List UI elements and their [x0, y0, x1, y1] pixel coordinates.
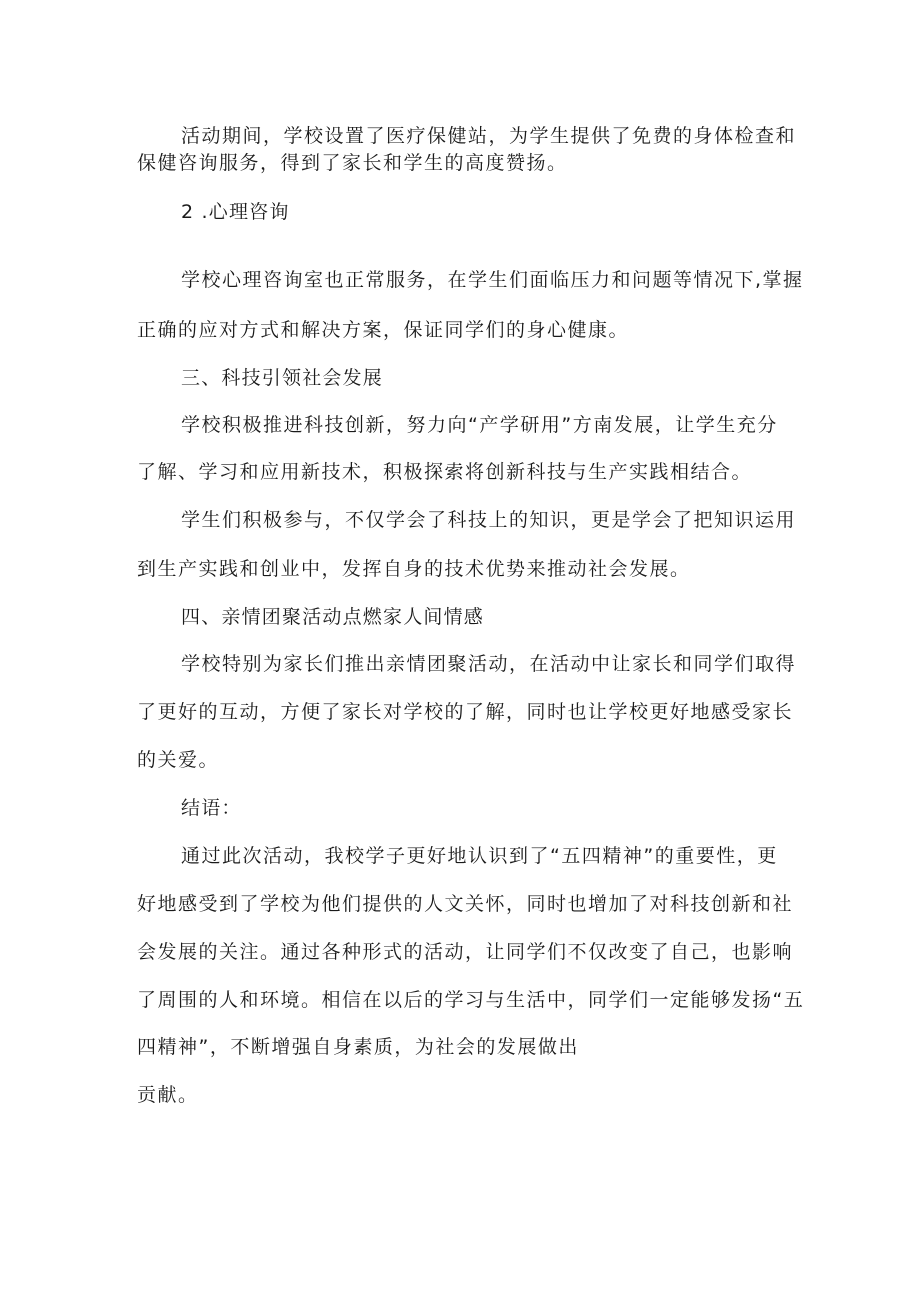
- paragraph-line: 学校特别为家长们推出亲情团聚活动，在活动中让家长和同学们取得: [181, 653, 797, 675]
- paragraph-line: 学校心理咨询室也正常服务，在学生们面临压力和问题等情况下,掌握: [181, 269, 804, 291]
- paragraph-line: 通过此次活动，我校学子更好地认识到了“五四精神”的重要性，更: [181, 845, 778, 867]
- section-heading: 2 .心理咨询: [181, 201, 290, 223]
- paragraph-line: 四精神”，不断增强自身素质，为社会的发展做出: [137, 1036, 579, 1058]
- paragraph-line: 好地感受到了学校为他们提供的人文关怀，同时也增加了对科技创新和社: [137, 893, 794, 915]
- section-heading: 三、科技引领社会发展: [181, 367, 384, 389]
- paragraph-line: 了解、学习和应用新技术，积极探索将创新科技与生产实践相结合。: [137, 461, 753, 483]
- section-heading: 四、亲情团聚活动点燃家人间情感: [181, 606, 485, 628]
- paragraph-line: 了周围的人和环境。相信在以后的学习与生活中，同学们一定能够发扬“五: [137, 989, 805, 1011]
- paragraph-line: 会发展的关注。通过各种形式的活动，让同学们不仅改变了自己，也影响: [137, 941, 794, 963]
- paragraph-line: 贡献。: [137, 1084, 199, 1106]
- paragraph-line: 活动期间，学校设置了医疗保健站，为学生提供了免费的身体检查和: [181, 125, 797, 147]
- paragraph-line: 了更好的互动，方便了家长对学校的了解，同时也让学校更好地感受家长: [137, 701, 794, 723]
- section-heading: 结语：: [181, 797, 242, 819]
- paragraph-line: 学校积极推进科技创新，努力向“产学研用”方南发展，让学生充分: [181, 414, 778, 436]
- paragraph-line: 的关爱。: [137, 749, 220, 771]
- paragraph-line: 保健咨询服务，得到了家长和学生的高度赞扬。: [137, 152, 568, 174]
- paragraph-line: 正确的应对方式和解决方案，保证同学们的身心健康。: [137, 319, 630, 341]
- paragraph-line: 到生产实践和创业中，发挥自身的技术优势来推动社会发展。: [137, 558, 691, 580]
- paragraph-line: 学生们积极参与，不仅学会了科技上的知识，更是学会了把知识运用: [181, 509, 797, 531]
